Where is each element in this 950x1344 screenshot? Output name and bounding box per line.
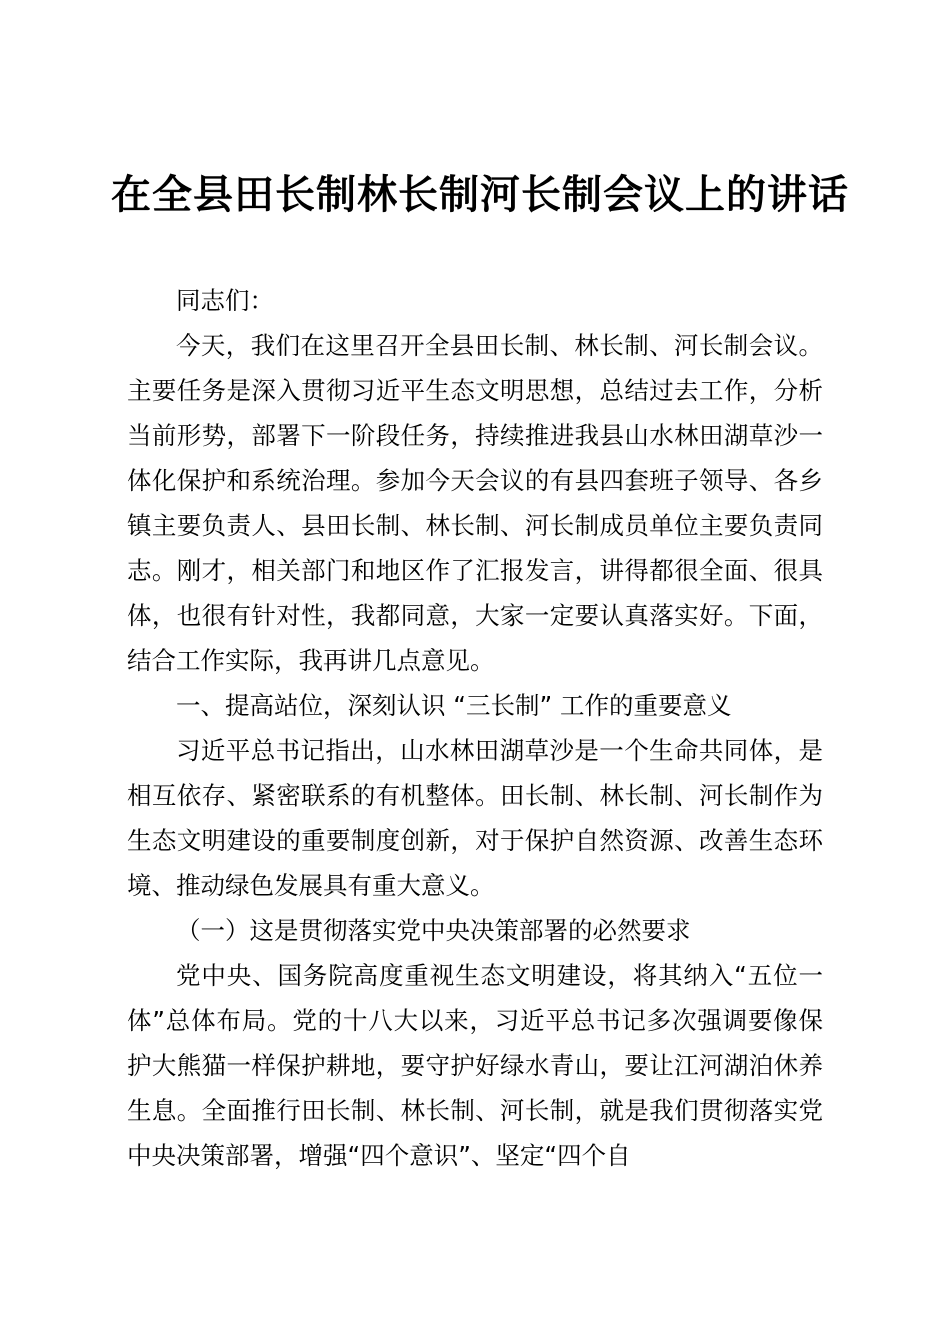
paragraph-subsection-1: 党中央、国务院高度重视生态文明建设，将其纳入“五位一体”总体布局。党的十八大以来，习近平总书记多次强调要像保护大熊猫一样保护耕地，要守护好绿水青山，要让江河湖泊休养生息。全面推行田长制、林长制、河长制，就是我们贯彻落实党中央决策部署，增强“四个意识”、坚定“四个自 — [127, 961, 823, 1170]
document-body — [127, 278, 823, 1178]
subsection-heading-1: （一）这是贯彻落实党中央决策部署的必然要求 — [176, 916, 691, 945]
salutation: 同志们： — [176, 286, 274, 315]
section-heading-1: 一、提高站位，深刻认识 “三长制” 工作的重要意义 — [176, 691, 732, 720]
paragraph-intro: 今天，我们在这里召开全县田长制、林长制、河长制会议。主要任务是深入贯彻习近平生态文明思想，总结过去工作，分析当前形势，部署下一阶段任务，持续推进我县山水林田湖草沙一体化保护和系统治理。参加今天会议的有县四套班子领导、各乡镇主要负责人、县田长制、林长制、河长制成员单位主要负责同志。刚才，相关部门和地区作了汇报发言，讲得都很全面、很具体，也很有针对性，我都同意，大家一定要认真落实好。下面，结合工作实际，我再讲几点意见。 — [127, 331, 823, 675]
document-title: 在全县田长制林长制河长制会议上的讲话 — [111, 172, 849, 218]
paragraph-section-1: 习近平总书记指出，山水林田湖草沙是一个生命共同体，是相互依存、紧密联系的有机整体。田长制、林长制、河长制作为生态文明建设的重要制度创新，对于保护自然资源、改善生态环境、推动绿色发展具有重大意义。 — [127, 736, 823, 900]
